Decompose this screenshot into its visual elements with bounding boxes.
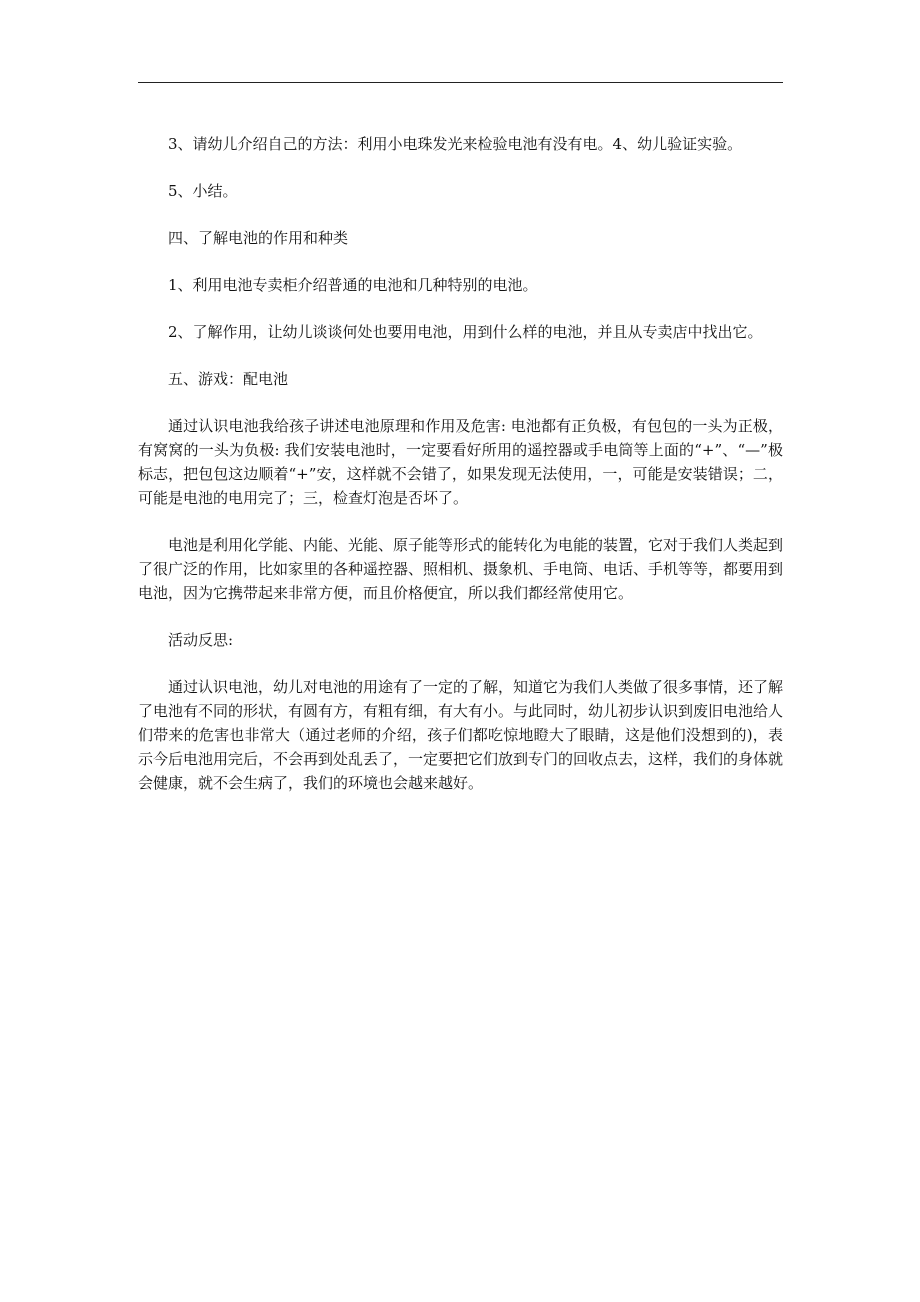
reflection-heading: 活动反思: [168,631,234,649]
paragraph-section4-item1: 1、利用电池专卖柜介绍普通的电池和几种特别的电池。 [168,276,538,294]
paragraph-battery-uses: 电池是利用化学能、内能、光能、原子能等形式的能转化为电能的装置，它对于我们人类起到了很广泛的作用，比如家里的各种遥控器、照相机、摄象机、手电筒、电话、手机等等，都要用到电池，因为它携带起来非常方便，而且价格便宜，所以我们都经常使用它。 [138,536,784,602]
paragraph-reflection: 通过认识电池，幼儿对电池的用途有了一定的了解，知道它为我们人类做了很多事情，还了解了电池有不同的形状，有圆有方，有粗有细，有大有小。与此同时，幼儿初步认识到废旧电池给人们带来的危害也非常大（通过老师的介绍，孩子们都吃惊地瞪大了眼睛，这是他们没想到的)，表示今后电池用完后，不会再到处乱丢了，一定要把它们放到专门的回收点去，这样，我们的身体就会健康，就不会生病了，我们的环境也会越来越好。 [138,678,784,792]
document-body [138,132,783,818]
header-rule [138,82,783,83]
paragraph-battery-principles: 通过认识电池我给孩子讲述电池原理和作用及危害: 电池都有正负极，有包包的一头为正极，有窝窝的一头为负极: 我们安装电池时，一定要看好所用的遥控器或手电筒等上面的“+”、“—”极标志，把包包这边顺着“+”安，这样就不会错了，如果发现无法使用，一，可能是安装错误；二，可能是电池的电用完了；三，检查灯泡是否坏了。 [138,417,783,507]
paragraph-step-5: 5、小结。 [168,182,238,200]
section-heading-five: 五、游戏：配电池 [168,370,289,388]
section-heading-four: 四、了解电池的作用和种类 [168,229,349,247]
paragraph-step-3-4: 3、请幼儿介绍自己的方法：利用小电珠发光来检验电池有没有电。4、幼儿验证实验。 [168,135,743,153]
paragraph-section4-item2: 2、了解作用，让幼儿谈谈何处也要用电池，用到什么样的电池，并且从专卖店中找出它。 [168,323,763,341]
